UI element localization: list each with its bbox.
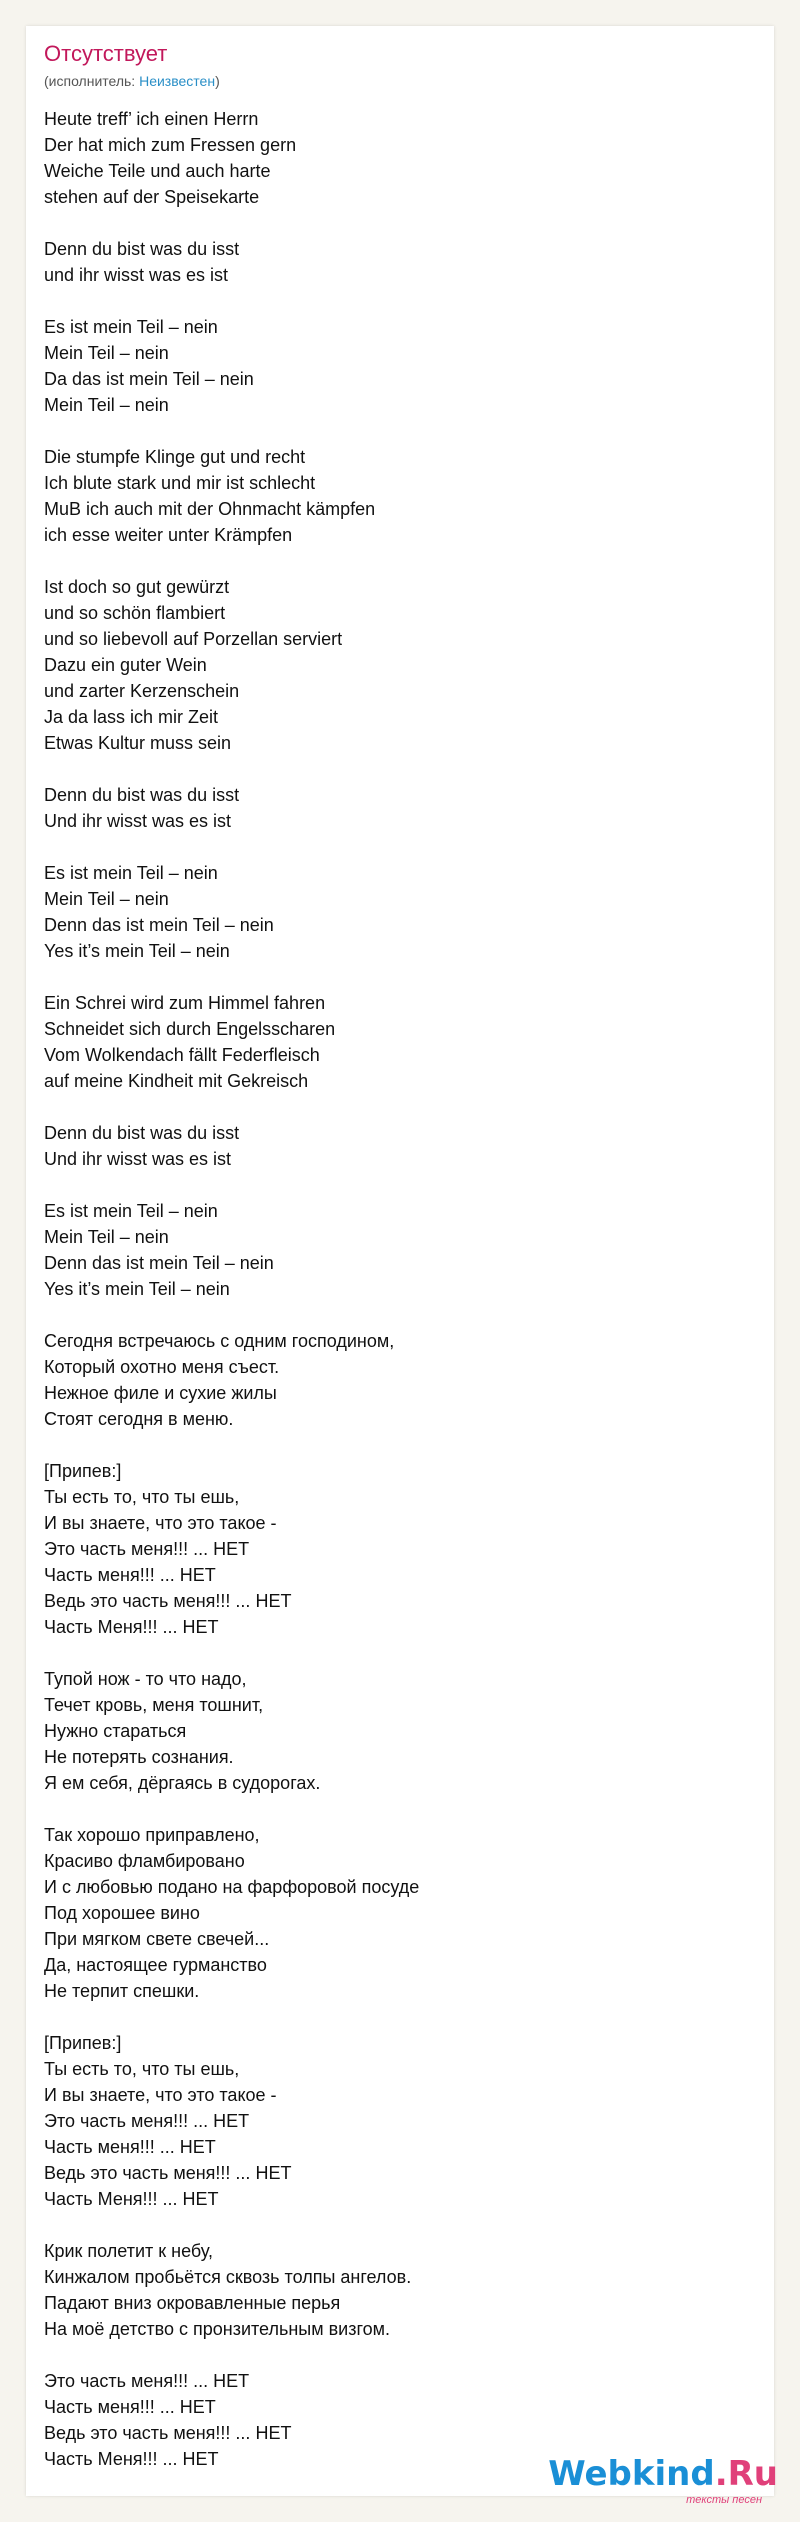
lyric-line: Ведь это часть меня!!! ... НЕТ [44, 1591, 292, 1611]
lyric-line: Yes it’s mein Teil – nein [44, 1279, 230, 1299]
lyric-line: Es ist mein Teil – nein [44, 1201, 218, 1221]
lyric-line: [Припев:] [44, 1461, 122, 1481]
lyrics-stanza [44, 574, 744, 756]
lyric-line: Это часть меня!!! ... НЕТ [44, 1539, 250, 1559]
lyric-line: Кинжалом пробьётся сквозь толпы ангелов. [44, 2267, 412, 2287]
lyrics-stanza [44, 2030, 744, 2212]
lyric-line: Denn du bist was du isst [44, 785, 240, 805]
lyric-line: Часть меня!!! ... НЕТ [44, 2137, 216, 2157]
lyric-line: Часть меня!!! ... НЕТ [44, 2397, 216, 2417]
lyrics-stanza [44, 1822, 744, 2004]
lyric-line: Я ем себя, дёргаясь в судорогах. [44, 1773, 321, 1793]
lyric-line: Так хорошо приправлено, [44, 1825, 260, 1845]
lyrics-stanza [44, 106, 744, 210]
lyric-line: Weiche Teile und auch harte [44, 161, 271, 181]
lyric-line: На моё детство с пронзительным визгом. [44, 2319, 391, 2339]
lyric-line: Yes it’s mein Teil – nein [44, 941, 230, 961]
lyric-line: Часть Меня!!! ... НЕТ [44, 1617, 219, 1637]
lyric-line: Это часть меня!!! ... НЕТ [44, 2111, 250, 2131]
lyrics-body [44, 106, 744, 2498]
song-title: Отсутствует [44, 41, 168, 66]
lyric-line: Стоят сегодня в меню. [44, 1409, 234, 1429]
lyric-line: Ты есть то, что ты ешь, [44, 2059, 240, 2079]
lyric-line: Schneidet sich durch Engelsscharen [44, 1019, 336, 1039]
lyric-line: Часть Меня!!! ... НЕТ [44, 2449, 219, 2469]
lyric-line: Ein Schrei wird zum Himmel fahren [44, 993, 326, 1013]
lyric-line: И вы знаете, что это такое - [44, 2085, 277, 2105]
lyric-line: und zarter Kerzenschein [44, 681, 240, 701]
lyric-line: И вы знаете, что это такое - [44, 1513, 277, 1533]
lyrics-stanza [44, 236, 744, 288]
lyric-line: Да, настоящее гурманство [44, 1955, 267, 1975]
lyrics-stanza [44, 2238, 744, 2342]
artist-link[interactable]: Неизвестен [139, 73, 216, 89]
lyric-line: Mein Teil – nein [44, 343, 169, 363]
lyric-line: Который охотно меня съест. [44, 1357, 280, 1377]
lyrics-stanza [44, 444, 744, 548]
lyric-line: Vom Wolkendach fällt Federfleisch [44, 1045, 320, 1065]
lyric-line: Mein Teil – nein [44, 889, 169, 909]
lyric-line: Denn du bist was du isst [44, 1123, 240, 1143]
lyric-line: Es ist mein Teil – nein [44, 863, 218, 883]
lyric-line: Под хорошее вино [44, 1903, 200, 1923]
lyric-line: Etwas Kultur muss sein [44, 733, 232, 753]
lyrics-stanza [44, 990, 744, 1094]
lyrics-stanza [44, 314, 744, 418]
lyric-line: Ты есть то, что ты ешь, [44, 1487, 240, 1507]
lyric-line: Это часть меня!!! ... НЕТ [44, 2371, 250, 2391]
lyrics-stanza [44, 1120, 744, 1172]
lyric-line: Heute treff’ ich einen Herrn [44, 109, 259, 129]
logo-tagline: тексты песен [686, 2494, 762, 2506]
lyric-line: Не потерять сознания. [44, 1747, 234, 1767]
lyric-line: stehen auf der Speisekarte [44, 187, 260, 207]
lyric-line: Es ist mein Teil – nein [44, 317, 218, 337]
lyric-line: Die stumpfe Klinge gut und recht [44, 447, 306, 467]
lyrics-stanza [44, 1198, 744, 1302]
lyric-line: Ja da lass ich mir Zeit [44, 707, 219, 727]
lyric-line: Und ihr wisst was es ist [44, 811, 232, 831]
lyric-line: Mein Teil – nein [44, 1227, 169, 1247]
lyric-line: Часть Меня!!! ... НЕТ [44, 2189, 219, 2209]
lyric-line: Ведь это часть меня!!! ... НЕТ [44, 2423, 292, 2443]
lyrics-stanza [44, 1666, 744, 1796]
lyric-line: Нежное филе и сухие жилы [44, 1383, 277, 1403]
lyric-line: und ihr wisst was es ist [44, 265, 229, 285]
lyric-line: [Припев:] [44, 2033, 122, 2053]
lyric-line: Красиво фламбировано [44, 1851, 245, 1871]
lyric-line: und so liebevoll auf Porzellan serviert [44, 629, 343, 649]
artist-prefix: (исполнитель: [44, 73, 140, 89]
lyric-line: Ich blute stark und mir ist schlecht [44, 473, 316, 493]
lyric-line: Тупой нож - то что надо, [44, 1669, 247, 1689]
logo-tld: .Ru [714, 2454, 778, 2494]
lyric-line: Течет кровь, меня тошнит, [44, 1695, 264, 1715]
lyric-line: Не терпит спешки. [44, 1981, 200, 2001]
lyrics-stanza [44, 1458, 744, 1640]
lyric-line: Ist doch so gut gewürzt [44, 577, 230, 597]
lyric-line: Сегодня встречаюсь с одним господином, [44, 1331, 395, 1351]
lyric-line: Denn das ist mein Teil – nein [44, 915, 274, 935]
lyric-line: Denn das ist mein Teil – nein [44, 1253, 274, 1273]
lyric-line: И с любовью подано на фарфоровой посуде [44, 1877, 420, 1897]
lyric-line: Und ihr wisst was es ist [44, 1149, 232, 1169]
lyric-line: auf meine Kindheit mit Gekreisch [44, 1071, 309, 1091]
artist-line [44, 72, 220, 90]
lyric-line: Нужно стараться [44, 1721, 187, 1741]
lyrics-stanza [44, 1328, 744, 1432]
lyric-line: Часть меня!!! ... НЕТ [44, 1565, 216, 1585]
lyric-line: Крик полетит к небу, [44, 2241, 213, 2261]
webkind-logo[interactable] [548, 2455, 778, 2493]
lyric-line: Mein Teil – nein [44, 395, 169, 415]
lyric-line: Dazu ein guter Wein [44, 655, 207, 675]
lyric-line: Падают вниз окровавленные перья [44, 2293, 341, 2313]
artist-suffix: ) [215, 73, 220, 89]
lyrics-stanza [44, 860, 744, 964]
lyric-line: Denn du bist was du isst [44, 239, 240, 259]
lyric-line: und so schön flambiert [44, 603, 226, 623]
lyric-line: При мягком свете свечей... [44, 1929, 270, 1949]
lyrics-stanza [44, 782, 744, 834]
lyric-line: Da das ist mein Teil – nein [44, 369, 254, 389]
lyric-line: ich esse weiter unter Krämpfen [44, 525, 293, 545]
lyric-line: MuB ich auch mit der Ohnmacht kämpfen [44, 499, 376, 519]
logo-brand: Webkind [548, 2454, 715, 2494]
lyric-line: Ведь это часть меня!!! ... НЕТ [44, 2163, 292, 2183]
lyric-line: Der hat mich zum Fressen gern [44, 135, 297, 155]
